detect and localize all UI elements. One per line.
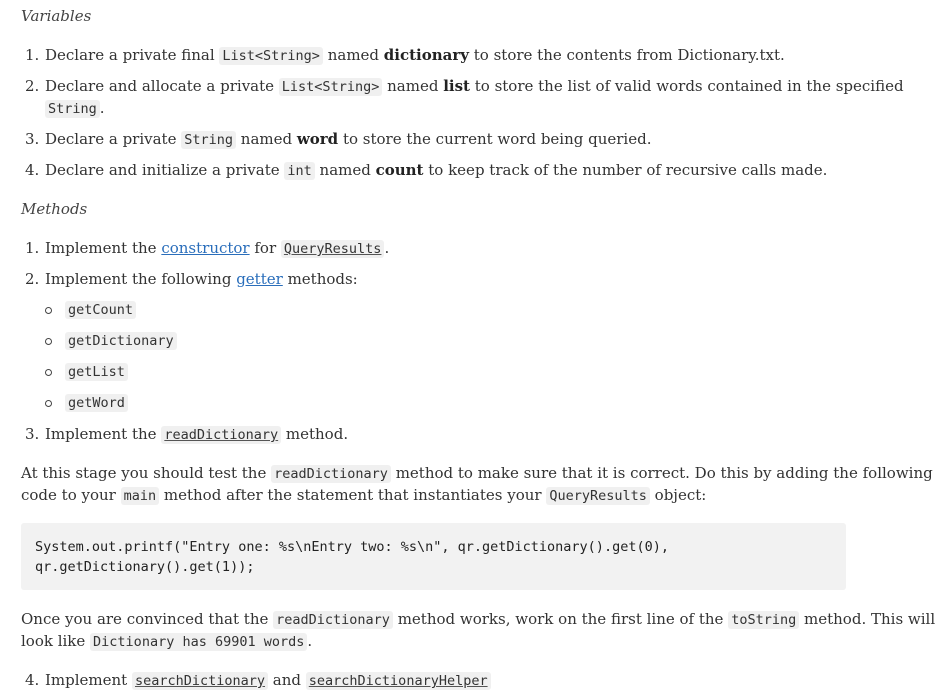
bold-term: dictionary bbox=[383, 46, 469, 64]
item-number: 2. bbox=[25, 77, 40, 95]
item-text: Implement the following bbox=[45, 270, 237, 288]
inline-code: List<String> bbox=[279, 78, 383, 96]
inline-code: String bbox=[181, 131, 236, 149]
readdictionary-code-link[interactable]: readDictionary bbox=[161, 426, 281, 444]
inline-code: int bbox=[284, 162, 314, 180]
item-text: Declare a private bbox=[45, 130, 182, 148]
queryresults-code-link[interactable]: QueryResults bbox=[281, 240, 385, 258]
code-line: qr.getDictionary().get(1)); bbox=[35, 559, 255, 575]
item-number: 1. bbox=[25, 46, 40, 64]
paragraph-text: object: bbox=[649, 486, 707, 504]
item-text: Declare and initialize a private bbox=[45, 161, 285, 179]
paragraph-text: method to make sure that it is correct. Do this by adding the following bbox=[390, 464, 933, 482]
inline-code: readDictionary bbox=[273, 611, 393, 629]
paragraph-text: code to your bbox=[21, 486, 121, 504]
bullet-icon bbox=[45, 400, 52, 407]
item-text: methods: bbox=[282, 270, 358, 288]
item-number: 1. bbox=[25, 239, 40, 257]
getter-code: getCount bbox=[65, 301, 136, 319]
bold-term: count bbox=[375, 161, 424, 179]
item-text: to store the current word being queried. bbox=[338, 130, 652, 148]
bullet-icon bbox=[45, 338, 52, 345]
inline-code: List<String> bbox=[219, 47, 323, 65]
getter-code: getDictionary bbox=[65, 332, 177, 350]
methods-heading: Methods bbox=[21, 200, 88, 218]
item-text: method. bbox=[281, 425, 349, 443]
bullet-icon bbox=[45, 307, 52, 314]
constructor-link[interactable]: constructor bbox=[161, 239, 250, 257]
item-text: Implement bbox=[45, 671, 132, 689]
item-text: Implement the bbox=[45, 425, 162, 443]
item-text: named bbox=[236, 130, 297, 148]
item-number: 2. bbox=[25, 270, 40, 288]
test-paragraph-line-1 bbox=[21, 464, 933, 482]
bold-term: word bbox=[296, 130, 339, 148]
item-text: Declare and allocate a private bbox=[45, 77, 279, 95]
inline-code: toString bbox=[728, 611, 799, 629]
item-text: named bbox=[382, 77, 444, 95]
code-block bbox=[21, 523, 846, 590]
paragraph-text: method after the statement that instantiates your bbox=[159, 486, 547, 504]
item-text: to keep track of the number of recursive calls made. bbox=[423, 161, 828, 179]
convinced-paragraph-line-1 bbox=[21, 610, 935, 628]
code-line: System.out.printf("Entry one: %s\nEntry two: %s\n", qr.getDictionary().get(0), bbox=[35, 539, 669, 555]
getter-link[interactable]: getter bbox=[236, 270, 283, 288]
item-text: for bbox=[249, 239, 281, 257]
inline-code: readDictionary bbox=[271, 465, 391, 483]
bold-term: list bbox=[443, 77, 470, 95]
inline-code: String bbox=[45, 100, 100, 118]
inline-code: Dictionary has 69901 words bbox=[90, 633, 307, 651]
paragraph-text: look like bbox=[21, 632, 91, 650]
item-text: named bbox=[314, 161, 376, 179]
paragraph-text: method works, work on the first line of the bbox=[392, 610, 729, 628]
item-text: to store the contents from Dictionary.txt. bbox=[469, 46, 785, 64]
paragraph-text: At this stage you should test the bbox=[21, 464, 272, 482]
item-text: to store the list of valid words contained in the specified bbox=[469, 77, 904, 95]
bullet-icon bbox=[45, 369, 52, 376]
item-text: . bbox=[384, 239, 390, 257]
item-number: 4. bbox=[25, 671, 40, 689]
item-text: Implement the bbox=[45, 239, 162, 257]
item-text: named bbox=[322, 46, 384, 64]
item-number: 4. bbox=[25, 161, 40, 179]
inline-code: main bbox=[121, 487, 160, 505]
variables-heading: Variables bbox=[21, 7, 92, 25]
item-text: and bbox=[268, 671, 306, 689]
item-text: . bbox=[99, 99, 105, 117]
convinced-paragraph-line-2 bbox=[21, 632, 312, 650]
searchdictionary-code-link[interactable]: searchDictionary bbox=[132, 672, 268, 690]
getter-code: getList bbox=[65, 363, 128, 381]
paragraph-text: Once you are convinced that the bbox=[21, 610, 274, 628]
variable-item-2-cont bbox=[45, 99, 105, 117]
item-text: Declare a private final bbox=[45, 46, 220, 64]
item-number: 3. bbox=[25, 130, 40, 148]
paragraph-text: . bbox=[307, 632, 313, 650]
inline-code: QueryResults bbox=[546, 487, 650, 505]
getter-code: getWord bbox=[65, 394, 128, 412]
item-number: 3. bbox=[25, 425, 40, 443]
searchdictionaryhelper-code-link[interactable]: searchDictionaryHelper bbox=[306, 672, 491, 690]
paragraph-text: method. This will bbox=[799, 610, 936, 628]
test-paragraph-line-2 bbox=[21, 486, 706, 504]
